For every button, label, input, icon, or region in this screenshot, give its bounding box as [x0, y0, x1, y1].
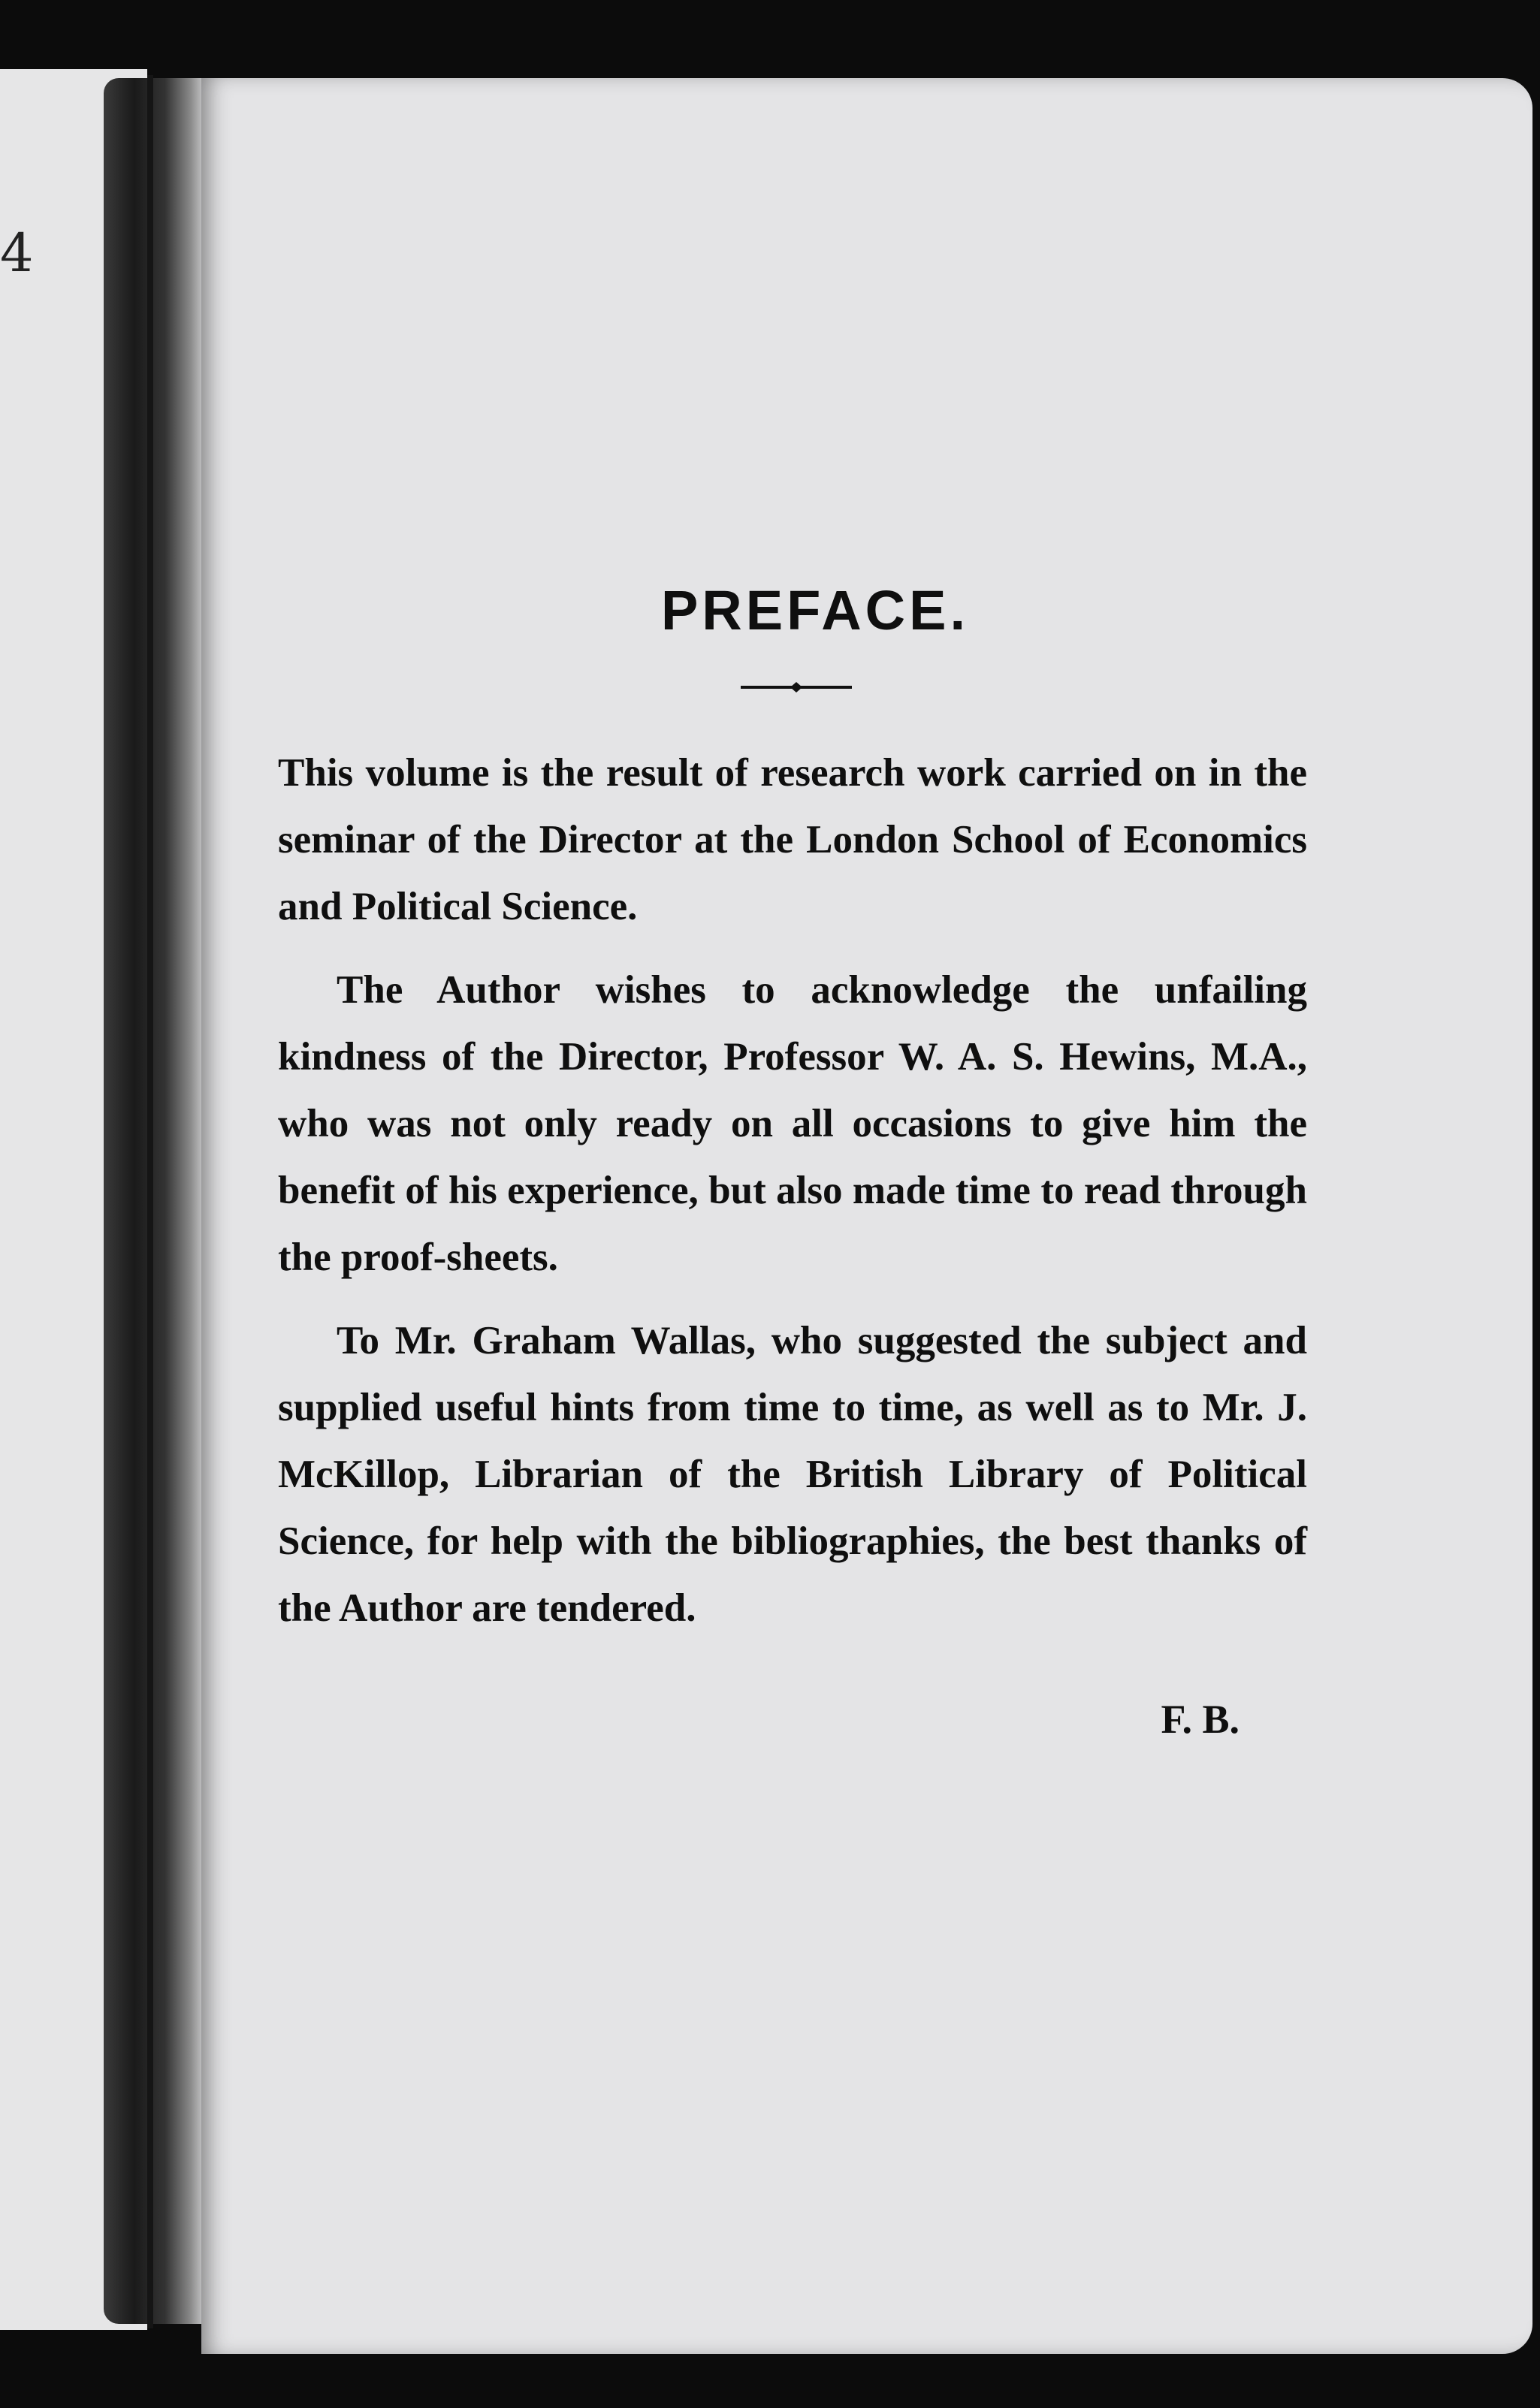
- page-title: PREFACE.: [660, 579, 970, 641]
- preface-paragraph-1: This volume is the result of research work carried on in the seminar of the Director at the London School of Economics and Political Science.: [278, 751, 1307, 928]
- preface-paragraph-2: The Author wishes to acknowledge the unfailing kindness of the Director, Professor W. A. S. Hewins, M.A., who was not only ready on all occasions to give him the benefit of his experience, but also made time to read through the proof-sheets.: [278, 968, 1307, 1279]
- preface-page-content: [278, 578, 1307, 1743]
- book-gutter-shadow: [104, 78, 206, 2324]
- ornament-divider-icon: [736, 678, 856, 696]
- preface-paragraph-3: To Mr. Graham Wallas, who suggested the subject and supplied useful hints from time to time, as well as to Mr. J. McKillop, Librarian of the British Library of Political Science, for help with the bibliographies, the best thanks of the Author are tendered.: [278, 1319, 1307, 1630]
- left-margin-mark: 4: [0, 222, 34, 284]
- author-initials: F. B.: [1161, 1697, 1240, 1742]
- book-gutter-line: [147, 75, 153, 2328]
